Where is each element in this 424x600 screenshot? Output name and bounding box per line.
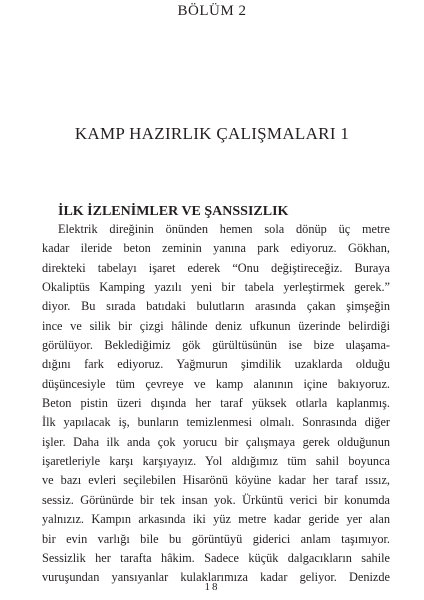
body-paragraph (42, 220, 390, 588)
text-line: işaretleriyle karşı karşıyayız. Yol aldığımız tüm sahil boyunca (42, 454, 390, 469)
text-line: ince ve silik bir çizgi hâlinde deniz ufkunun üzerinde belirdiği (42, 318, 390, 333)
text-line: direkteki tabelayı işaret ederek “Onu değiştireceğiz. Buraya (42, 260, 390, 275)
page-number: 18 (204, 581, 220, 593)
text-line: diyor. Bu sırada batıdaki bulutların arasında çakan şimşeğin (42, 299, 390, 314)
chapter-title: KAMP HAZIRLIK ÇALIŞMALARI 1 (74, 124, 350, 143)
text-line: Beton pistin üzeri dışında her taraf yüksek otlarla kaplanmış. (42, 396, 390, 411)
text-line: dığını fark ediyoruz. Yağmurun şimdilik uzaklarda olduğu (42, 357, 390, 372)
text-line: görülüyor. Beklediğimiz gök gürültüsünün ise bize ulaşama- (42, 338, 390, 353)
text-line: işler. Daha ilk anda çok yorucu bir çalışmaya gerek olduğunun (42, 434, 390, 449)
text-line: kadar ileride beton zeminin yanına park ediyoruz. Gökhan, (42, 241, 390, 256)
text-line: düşüncesiyle tüm çevreye ve kamp alanının içine bakıyoruz. (42, 376, 390, 391)
text-line: ve bazı evleri seçilebilen Hisarönü köyüne kadar her taraf ıssız, (42, 473, 390, 488)
text-line: İlk yapılacak iş, bunların temizlenmesi olmalı. Sonrasında diğer (42, 415, 390, 430)
text-line: Sessizlik her tarafta hâkim. Sadece küçük dalgacıkların sahile (42, 550, 390, 565)
text-line: Okaliptüs Kamping yazılı yeni bir tabela yerleştirmek gerek.” (42, 280, 390, 295)
chapter-label: BÖLÜM 2 (177, 3, 247, 19)
text-line: vuruşundan yansıyanlar kulaklarımıza kadar geliyor. Denizde (42, 570, 390, 585)
text-line: bir evin varlığı bile bu görüntüyü giderici anlam taşımıyor. (42, 531, 390, 546)
section-heading: İLK İZLENİMLER VE ŞANSSIZLIK (58, 204, 289, 219)
text-line: sessiz. Görünürde bir tek insan yok. Ürküntü verici bir konumda (42, 492, 390, 507)
text-line: Elektrik direğinin önünden hemen sola dönüp üç metre (58, 222, 390, 236)
text-line: yalnızız. Kampın arkasında iki yüz metre kadar geride yer alan (42, 512, 390, 527)
